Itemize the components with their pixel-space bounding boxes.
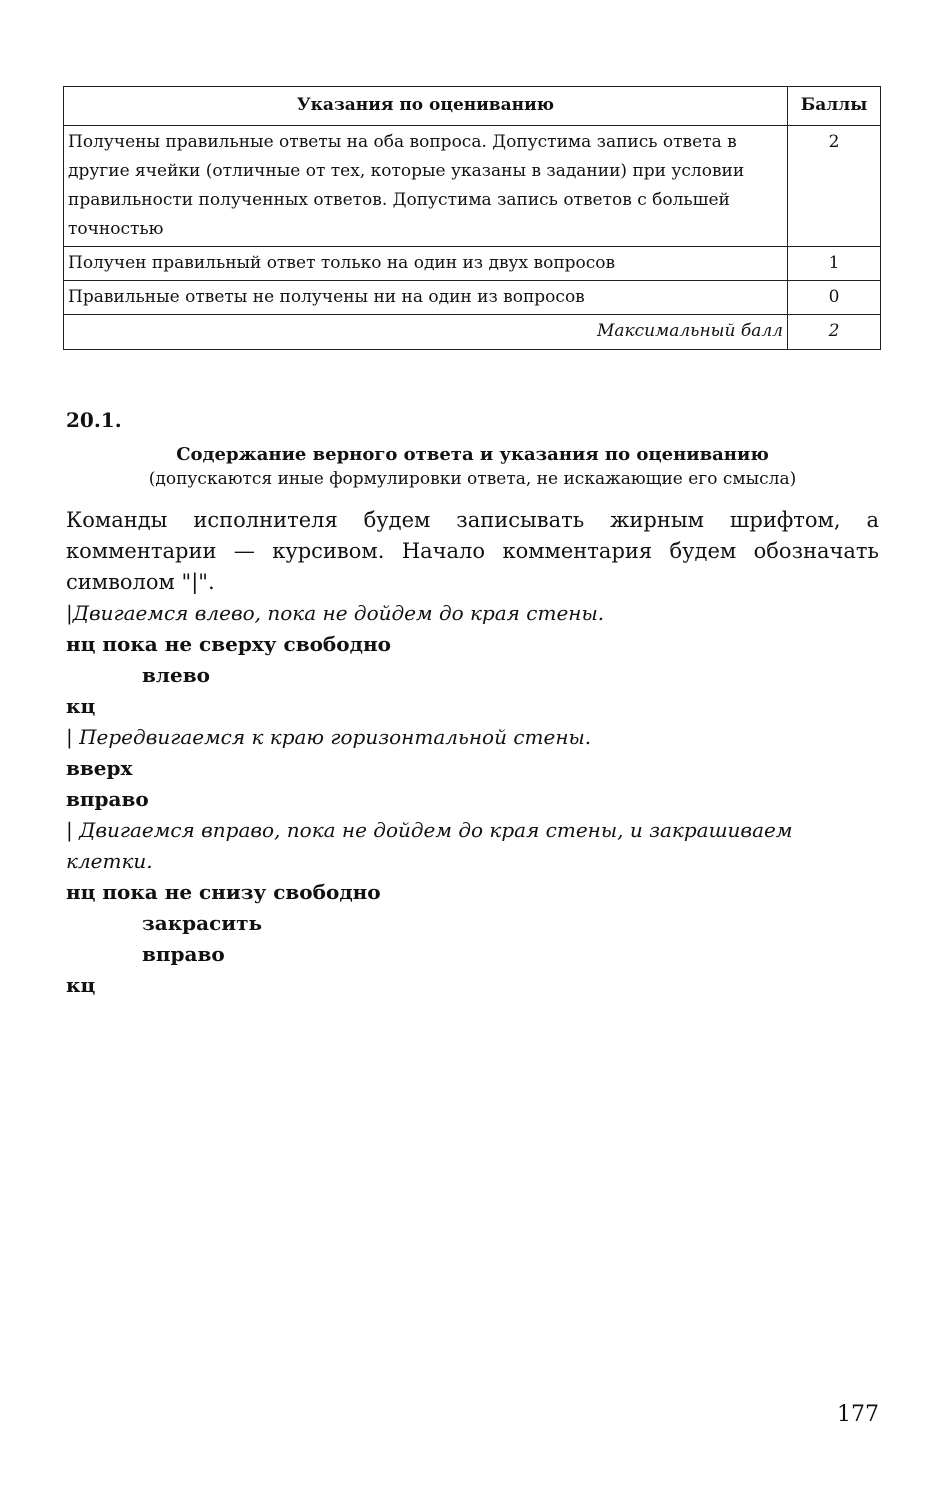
grading-criteria: Получен правильный ответ только на один из двух вопросов bbox=[64, 247, 788, 281]
grading-points: 0 bbox=[788, 281, 881, 315]
grading-points: 1 bbox=[788, 247, 881, 281]
header-points: Баллы bbox=[788, 87, 881, 126]
grading-criteria: Получены правильные ответы на оба вопроса. Допустима запись ответа в другие ячейки (отличные от тех, которые указаны в задании) при условии правильности полученных ответов. Допустима запись ответов с большей точностью bbox=[64, 126, 788, 247]
code-command: вверх bbox=[66, 756, 133, 780]
grading-row bbox=[64, 281, 881, 315]
solution-heading: Содержание верного ответа и указания по оцениванию bbox=[176, 444, 769, 465]
grading-criteria: Правильные ответы не получены ни на один из вопросов bbox=[64, 281, 788, 315]
grading-row bbox=[64, 126, 881, 247]
problem-number: 20.1. bbox=[66, 408, 122, 432]
blank-line bbox=[66, 1001, 879, 1019]
code-comment: | Двигаемся вправо, пока не дойдем до края стены, и закрашиваем клетки. bbox=[66, 818, 793, 873]
code-command: кц bbox=[66, 973, 96, 997]
code-command: вправо bbox=[66, 787, 149, 811]
max-score-label: Максимальный балл bbox=[64, 315, 788, 350]
solution-subheading: (допускаются иные формулировки ответа, не искажающие его смысла) bbox=[148, 469, 797, 489]
code-command: нц пока не снизу свободно bbox=[66, 880, 381, 904]
code-command: вправо bbox=[142, 942, 225, 966]
grading-table bbox=[63, 86, 881, 350]
code-comment: | Передвигаемся к краю горизонтальной стены. bbox=[66, 725, 592, 749]
code-command: нц пока не сверху свободно bbox=[66, 632, 391, 656]
intro-paragraph: Команды исполнителя будем записывать жирным шрифтом, а комментарии — курсивом. Начало комментария будем обозначать символом "|". bbox=[66, 508, 879, 594]
grading-table-header bbox=[64, 87, 881, 126]
code-command: закрасить bbox=[142, 911, 263, 935]
page-number: 177 bbox=[837, 1402, 879, 1427]
max-score-value: 2 bbox=[788, 315, 881, 350]
code-comment: |Двигаемся влево, пока не дойдем до края стены. bbox=[66, 601, 605, 625]
code-listing bbox=[66, 598, 879, 1019]
solution-section bbox=[66, 408, 879, 1019]
grading-points: 2 bbox=[788, 126, 881, 247]
code-command: кц bbox=[66, 694, 96, 718]
grading-total-row bbox=[64, 315, 881, 350]
code-command: влево bbox=[142, 663, 210, 687]
header-criteria: Указания по оцениванию bbox=[64, 87, 788, 126]
grading-row bbox=[64, 247, 881, 281]
